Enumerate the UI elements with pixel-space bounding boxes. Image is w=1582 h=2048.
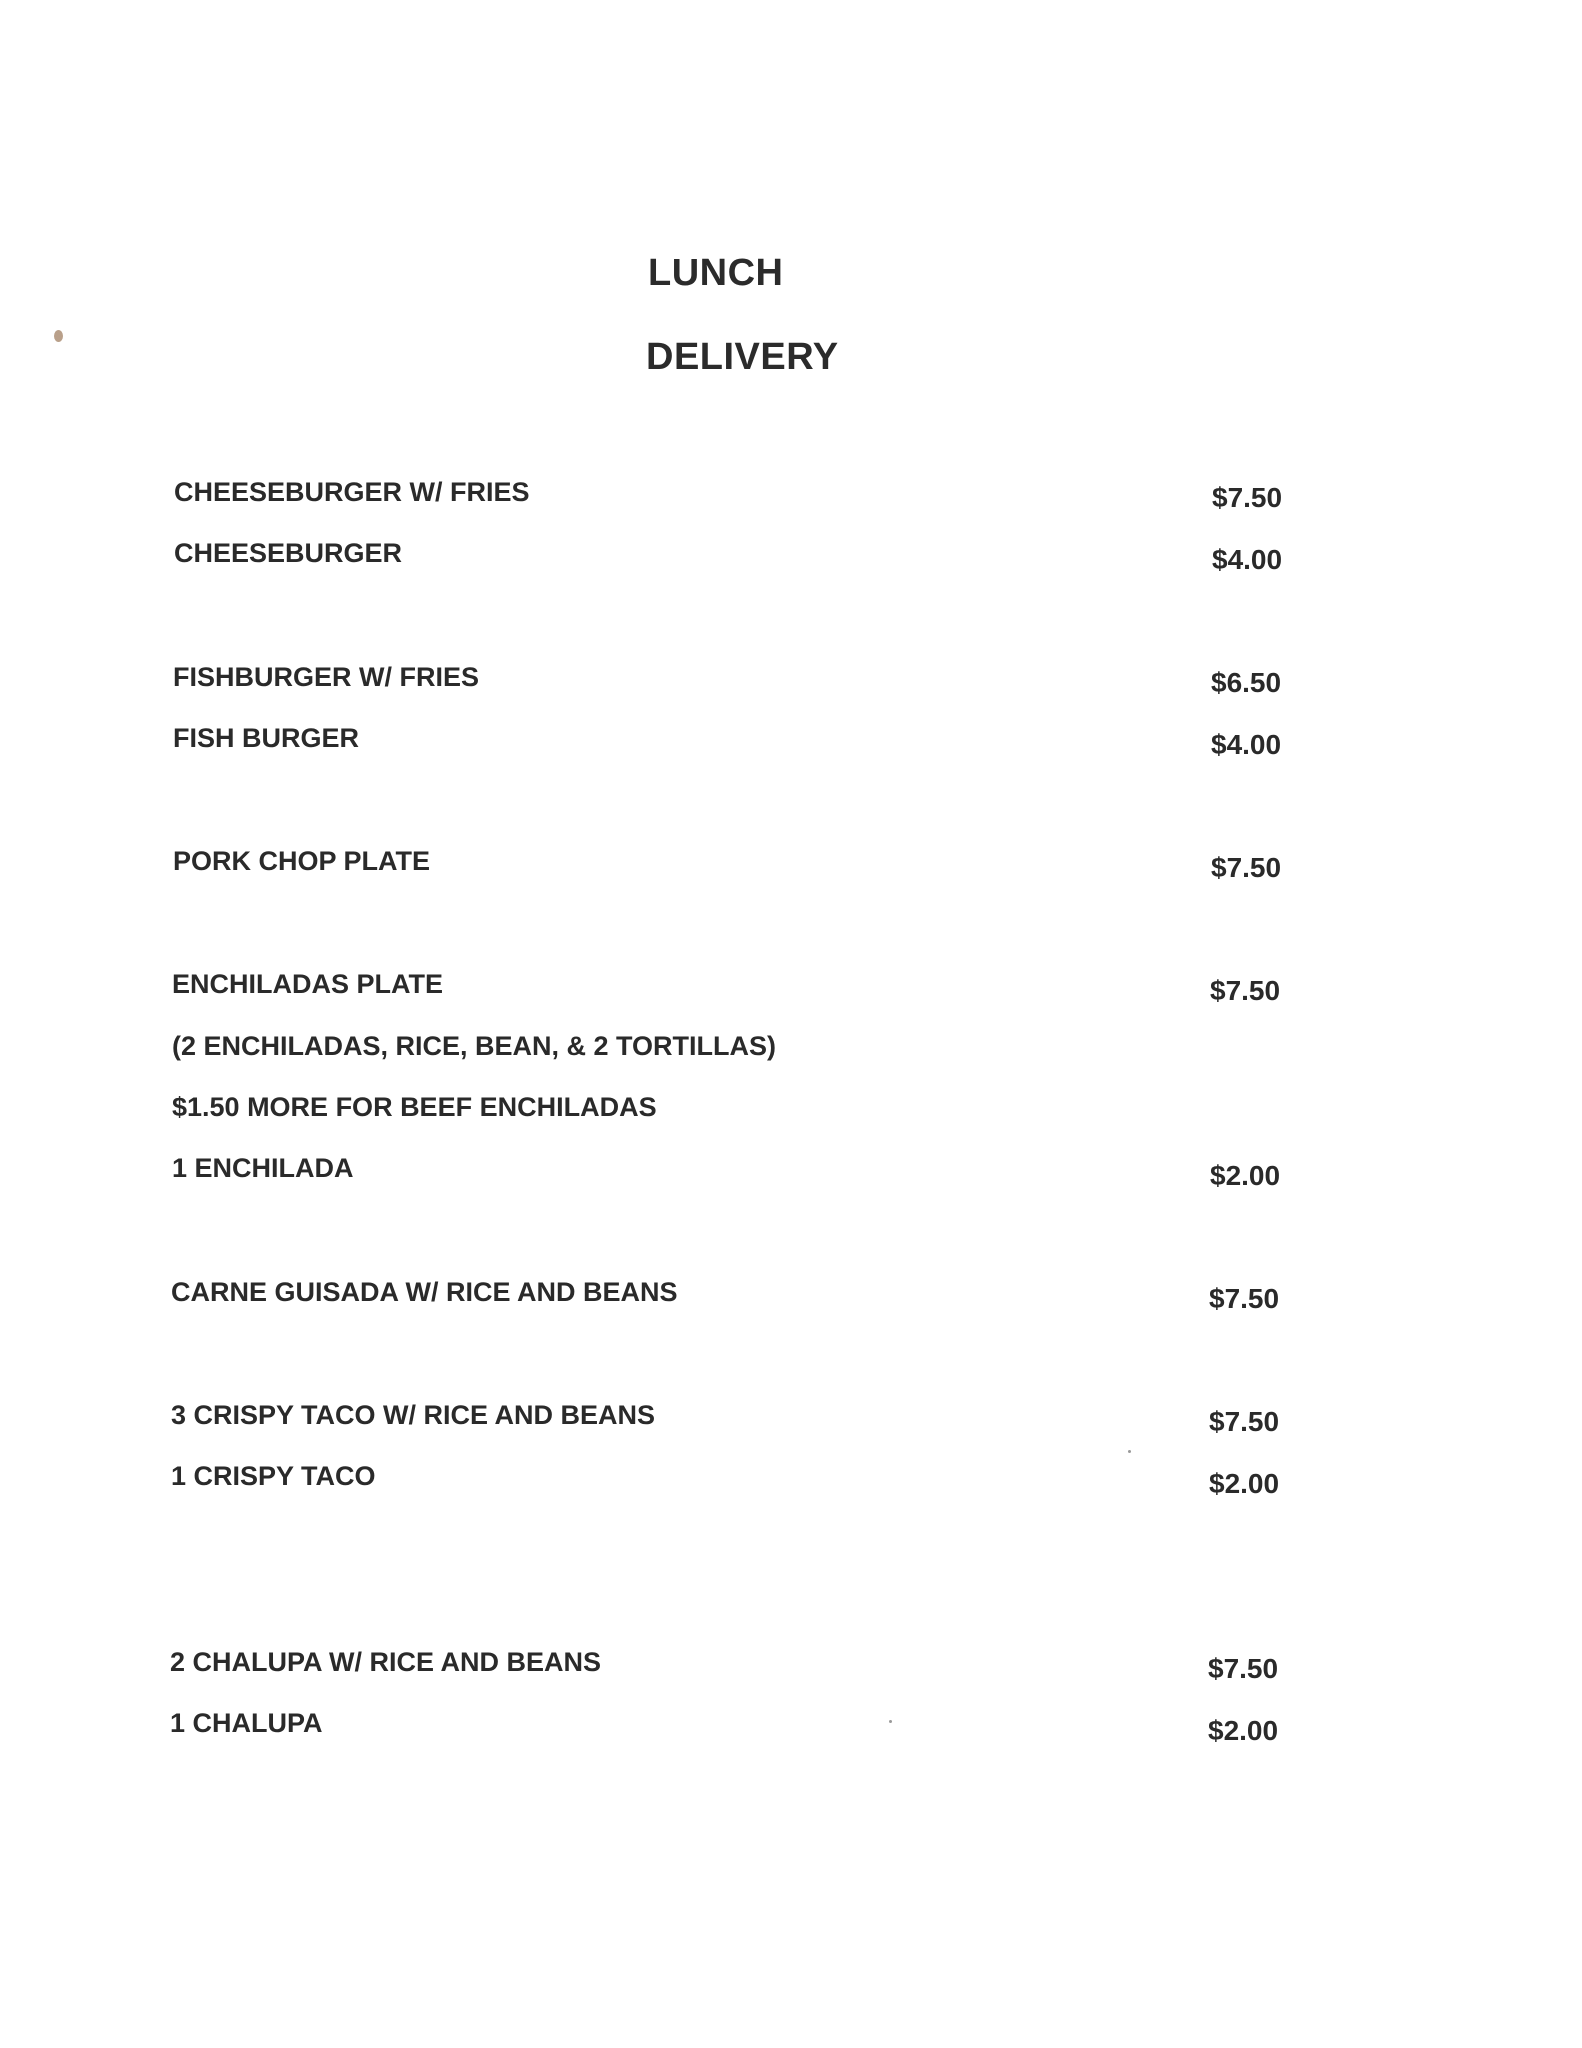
price-three-crispy-taco: $7.50: [1209, 1406, 1280, 1437]
item-fishburger-fries: FISHBURGER W/ FRIES: [173, 662, 480, 692]
item-one-enchilada: 1 ENCHILADA: [172, 1153, 354, 1183]
item-one-chalupa: 1 CHALUPA: [170, 1708, 323, 1738]
item-cheeseburger: CHEESEBURGER: [174, 538, 403, 568]
price-one-crispy-taco: $2.00: [1209, 1468, 1280, 1499]
price-carne-guisada: $7.50: [1209, 1283, 1280, 1314]
item-fish-burger: FISH BURGER: [173, 723, 360, 753]
price-cheeseburger-fries: $7.50: [1212, 482, 1283, 513]
price-enchiladas-plate: $7.50: [1210, 975, 1281, 1006]
scan-speck: [54, 330, 63, 342]
menu-title-lunch: LUNCH: [648, 252, 784, 294]
item-three-crispy-taco: 3 CRISPY TACO W/ RICE AND BEANS: [171, 1400, 656, 1430]
item-one-crispy-taco: 1 CRISPY TACO: [171, 1461, 376, 1491]
price-fishburger-fries: $6.50: [1211, 667, 1282, 698]
price-pork-chop-plate: $7.50: [1211, 852, 1282, 883]
scan-speck: [889, 1720, 892, 1723]
price-one-enchilada: $2.00: [1210, 1160, 1281, 1191]
item-carne-guisada: CARNE GUISADA W/ RICE AND BEANS: [171, 1277, 678, 1307]
menu-title-delivery: DELIVERY: [646, 336, 839, 378]
price-two-chalupa: $7.50: [1208, 1653, 1279, 1684]
price-fish-burger: $4.00: [1211, 729, 1282, 760]
item-pork-chop-plate: PORK CHOP PLATE: [173, 846, 431, 876]
item-beef-enchiladas-surcharge: $1.50 MORE FOR BEEF ENCHILADAS: [172, 1092, 657, 1122]
price-one-chalupa: $2.00: [1208, 1715, 1279, 1746]
item-two-chalupa: 2 CHALUPA W/ RICE AND BEANS: [170, 1647, 602, 1677]
item-enchiladas-plate: ENCHILADAS PLATE: [172, 969, 444, 999]
scan-speck: [1128, 1450, 1131, 1453]
item-enchiladas-plate-contents: (2 ENCHILADAS, RICE, BEAN, & 2 TORTILLAS): [172, 1031, 777, 1061]
item-cheeseburger-fries: CHEESEBURGER W/ FRIES: [174, 477, 530, 507]
price-cheeseburger: $4.00: [1212, 544, 1283, 575]
